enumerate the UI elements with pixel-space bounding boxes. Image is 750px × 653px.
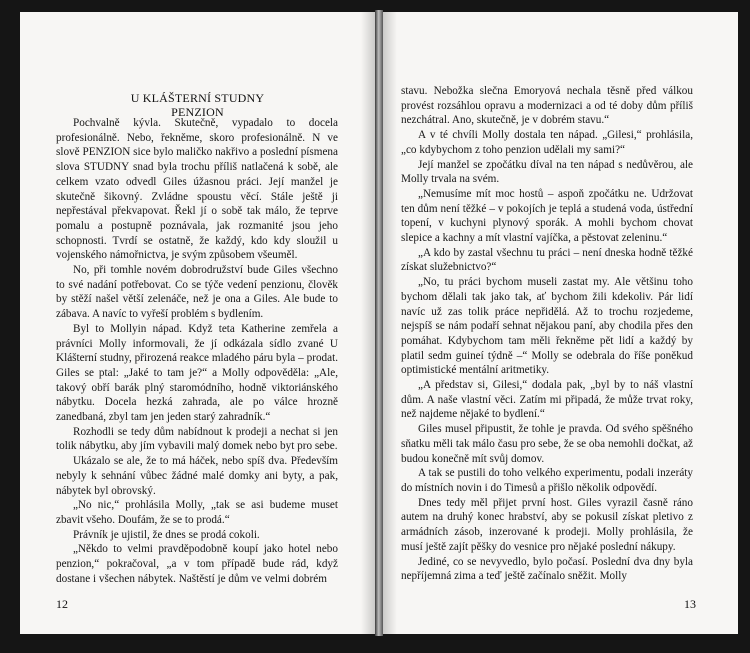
paragraph: Právník je ujistil, že dnes se prodá cokoli. bbox=[73, 528, 260, 541]
left-book-page bbox=[20, 12, 375, 634]
paragraph: Rozhodli se tedy dům nabídnout k prodeji a nechat si jen tolik nábytku, aby jím vybavili malý domek nebo byt pro sebe. bbox=[56, 425, 338, 453]
chapter-heading: U KLÁŠTERNÍ STUDNY bbox=[130, 91, 265, 105]
page-number-left: 12 bbox=[56, 597, 68, 611]
gutter-shadow-right bbox=[383, 12, 397, 634]
paragraph: „Nemusíme mít moc hostů – aspoň zpočátku ne. Udržovat ten dům není těžké – v pokojích je teplá a studená voda, ústřední topení, v kuchyni plynový sporák. A mohli bychom chovat slepice a kachny a mít vlastní vajíčka, a pěstovat zeleninu.“ bbox=[401, 187, 693, 245]
left-text-column bbox=[56, 116, 338, 587]
paragraph: „Někdo to velmi pravděpodobně koupí jako hotel nebo penzion,“ pokračoval, „a v tom případě bude rád, když dostane i všechen nábytek. Naštěstí je dům ve velmi dobrém bbox=[56, 543, 338, 585]
right-text-column bbox=[401, 84, 693, 584]
paragraph: A tak se pustili do toho velkého experimentu, podali inzeráty do místních novin i do Timesů a přišlo několik odpovědí. bbox=[401, 467, 693, 494]
paragraph: Jediné, co se nevyvedlo, bylo počasí. Poslední dva dny byla nepříjemná zima a teď ještě začínalo sněžit. Molly bbox=[401, 555, 693, 583]
paragraph: No, při tomhle novém dobrodružství bude Giles všechno to své nadání potřebovat. Co se týče vedení penzionu, člověk by stěží našel větší zelenáče, než je ona a Giles. Ale bude to zábava. A navíc to vyřeší problém s bydlením. bbox=[56, 264, 338, 321]
right-book-page bbox=[383, 12, 738, 634]
paragraph: Giles musel připustit, že tohle je pravda. Od svého spěšného sňatku měli tak málo času pro sebe, že se oba nemohli dočkat, až budou konečně mít svůj domov. bbox=[401, 423, 693, 465]
paragraph: Byl to Mollyin nápad. Když teta Katherine zemřela a právníci Molly informovali, že jí odkázala sídlo zvané U Klášterní studny, přirozená reakce mladého páru byla – prodat. Giles se ptal: „Jaké to tam je?“ a Molly odpověděla: „Ale, takový obří barák plný staromódního, hodně viktoriánského nábytku. Docela hezká zahrada, ale po válce hrozně zanedbaná, zbyl tam jen jeden starý zahradník.“ bbox=[56, 322, 338, 424]
paragraph: „No, tu práci bychom museli zastat my. Ale většinu toho bychom dělali tak jako tak, ať bychom žili kdekoliv. Pár lidí navíc už zas tolik práce nepřidělá. Až to trochu rozjedeme, nejspíš se nám podaří sehnat nějakou paní, aby chodila přes den pomáhat. Kdybychom tam měli řekněme pět lidí a každý by platil sedm guineí týdně –“ Molly se odebrala do říše poněkud optimistické mentální aritmetiky. bbox=[401, 276, 693, 377]
paragraph: Pochvalně kývla. Skutečně, vypadalo to docela profesionálně. Nebo, řekněme, skoro profesionálně. N ve slově PENZION sice bylo maličko nakřivo a poslední písmena slova STUDNY snad byla trochu příliš natlačená k sobě, ale celkem vzato odvedl Giles úžasnou práci. Její manžel je skutečně šikovný. Zvládne spoustu věcí. Stále ještě ji nepřestával překvapovat. Řekl jí o sobě tak málo, že teprve pomalu a postupně poznávala, jak rozmanité jsou jeho schopnosti. Tvrdí se ostatně, že každý, kdo kdy sloužil u vojenského námořnictva, je svým způsobem všeuměl. bbox=[56, 117, 338, 262]
paragraph: „A kdo by zastal všechnu tu práci – není dneska hodně těžké získat služebnictvo?“ bbox=[401, 246, 693, 274]
page-number-right: 13 bbox=[684, 597, 696, 611]
chapter-subheading: PENZION bbox=[171, 105, 224, 119]
paragraph: Dnes tedy měl přijet první host. Giles vyrazil časně ráno autem na druhý konec hrabství, aby se pokusil získat pletivo z armádních zásob, inzerované k prodeji. Molly prohlásila, že musí ještě zajít pěšky do vesnice pro nějaké poslední nákupy. bbox=[401, 496, 693, 553]
paragraph: „A představ si, Gilesi,“ dodala pak, „byl by to náš vlastní dům. A naše vlastní věci. Zatím mi připadá, že může trvat roky, než najdeme nějaké to bydlení.“ bbox=[401, 379, 693, 421]
paragraph: Ukázalo se ale, že to má háček, nebo spíš dva. Především nebyly k sehnání vůbec žádné malé domky ani byty, a pak, nábytek byl obrovský. bbox=[56, 455, 338, 497]
paragraph: Její manžel se zpočátku díval na ten nápad s nedůvěrou, ale Molly trvala na svém. bbox=[401, 158, 693, 186]
paragraph: stavu. Nebožka slečna Emoryová nechala těsně před válkou provést rozsáhlou opravu a modernizaci a od té doby dům příliš nezchátral. Ano, skutečně, je v dobrém stavu.“ bbox=[401, 85, 693, 127]
paragraph: „No nic,“ prohlásila Molly, „tak se asi budeme muset zbavit všeho. Doufám, že se to prodá.“ bbox=[56, 499, 338, 526]
book-spine bbox=[375, 10, 383, 636]
paragraph: A v té chvíli Molly dostala ten nápad. „Gilesi,“ prohlásila, „co kdybychom z toho penzion udělali my sami?“ bbox=[401, 129, 693, 156]
